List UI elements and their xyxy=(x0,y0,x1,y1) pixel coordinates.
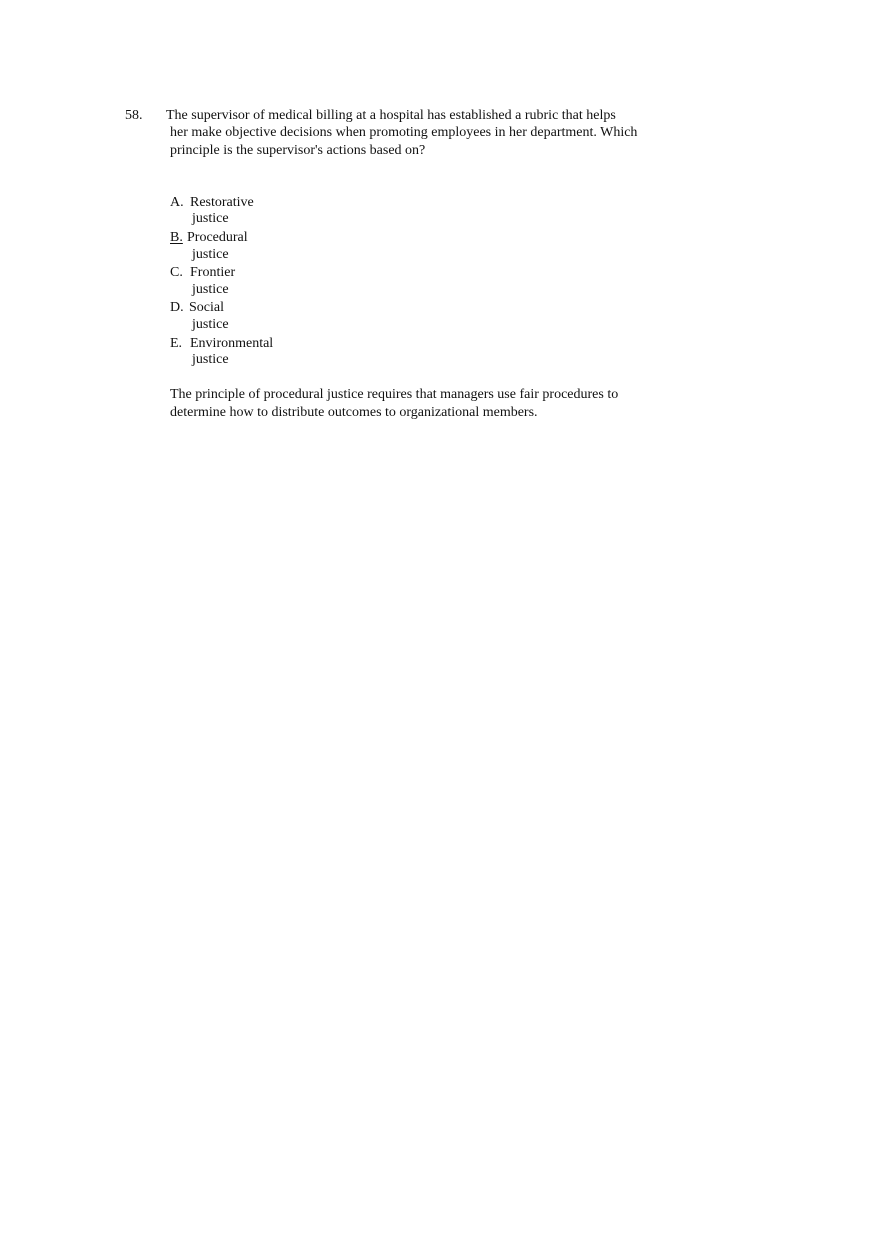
option-b-label: Procedural xyxy=(187,230,248,245)
option-c-label-continued: justice xyxy=(192,282,229,297)
option-e-letter: E. xyxy=(170,336,183,351)
option-d-label-continued: justice xyxy=(192,317,229,332)
option-e-label-continued: justice xyxy=(192,352,229,367)
explanation-line-2: determine how to distribute outcomes to organizational members. xyxy=(170,405,538,420)
option-b-letter-correct: B. xyxy=(170,230,183,245)
option-a-label-continued: justice xyxy=(192,211,229,226)
option-c-label: Frontier xyxy=(190,265,236,280)
option-d-label: Social xyxy=(189,300,224,315)
option-a-label: Restorative xyxy=(190,195,254,210)
option-c-letter: C. xyxy=(170,265,183,280)
option-b-label-continued: justice xyxy=(192,247,229,262)
question-stem-line-3: principle is the supervisor's actions based on? xyxy=(170,143,426,158)
question-stem-line-1: The supervisor of medical billing at a hospital has established a rubric that helps xyxy=(166,108,616,123)
question-number: 58. xyxy=(125,108,143,123)
option-a-letter: A. xyxy=(170,195,184,210)
question-stem-line-2: her make objective decisions when promoting employees in her department. Which xyxy=(170,125,638,140)
explanation-line-1: The principle of procedural justice requires that managers use fair procedures to xyxy=(170,387,619,402)
option-e-label: Environmental xyxy=(190,336,274,351)
option-d-letter: D. xyxy=(170,300,184,315)
